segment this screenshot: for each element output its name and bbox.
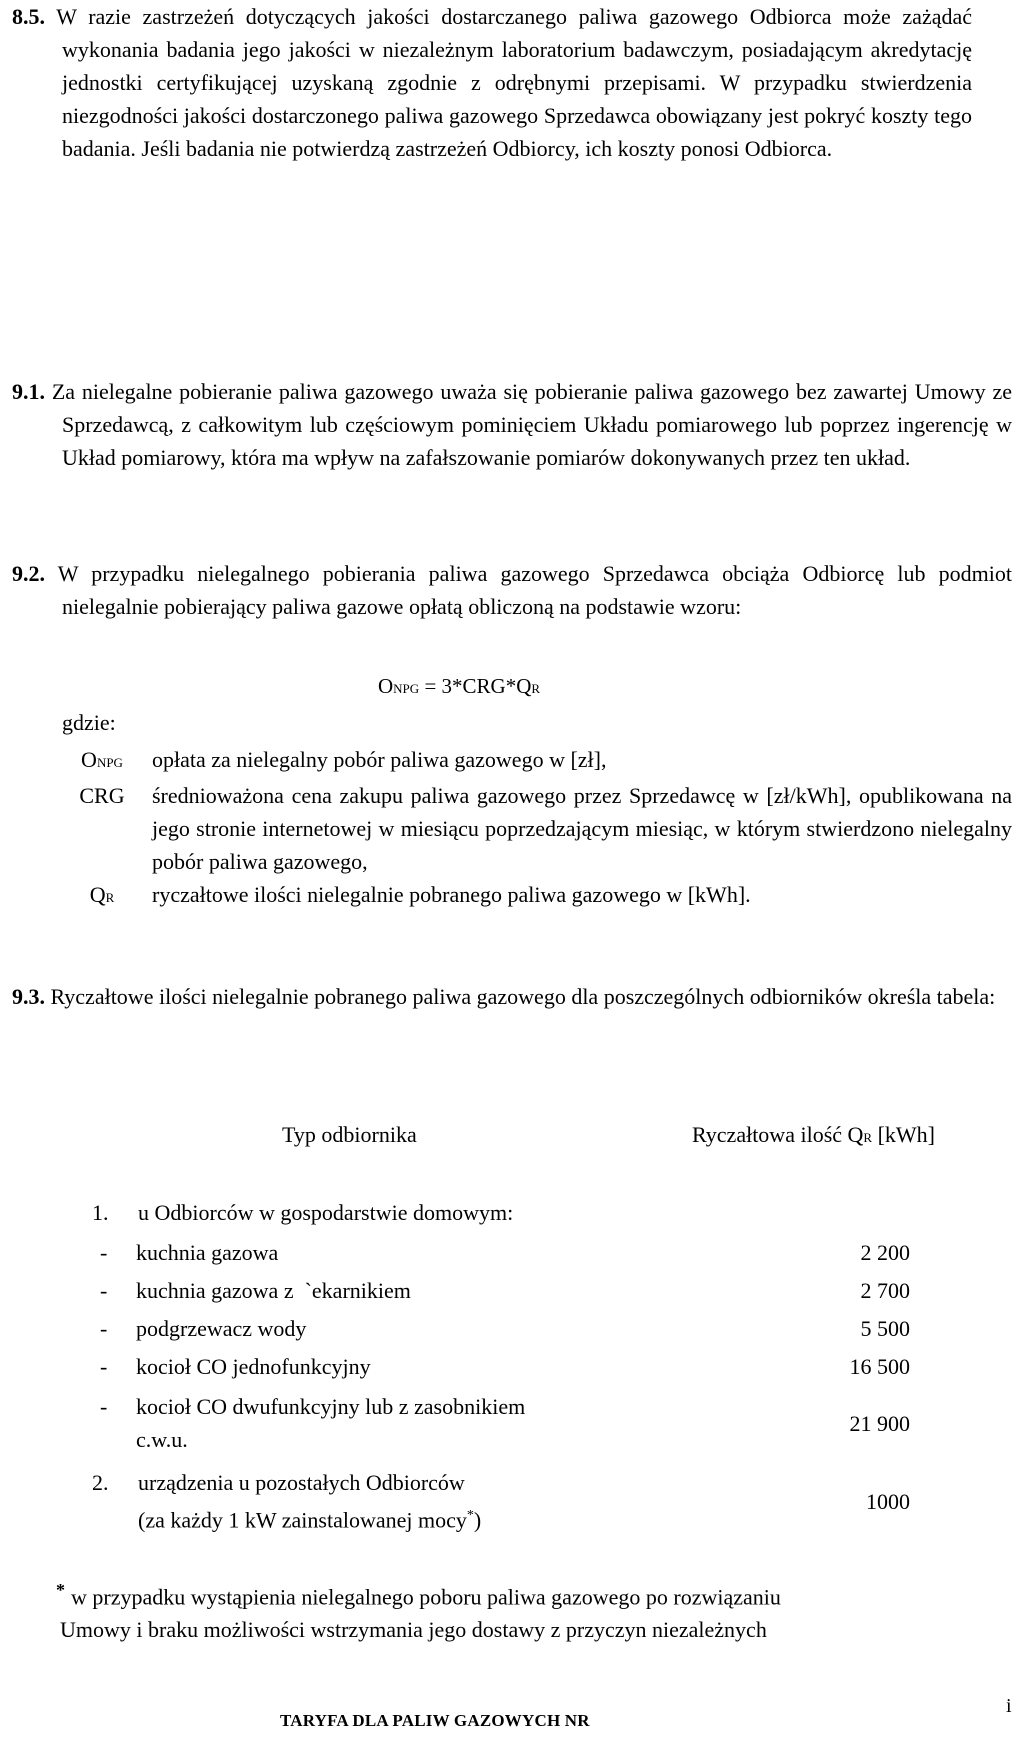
footnote-line: Umowy i braku możliwości wstrzymania jego dostawy z przyczyn niezależnych	[60, 1617, 767, 1643]
row-value: 2 200	[860, 1240, 910, 1265]
definition-text: opłata za nielegalny pobór paliwa gazowego w [zł],	[152, 747, 607, 772]
table-group-1	[92, 1196, 513, 1229]
row-label: kuchnia gazowa z `ekarnikiem	[136, 1278, 411, 1303]
section-number: 9.3.	[12, 984, 45, 1009]
section-9-2	[12, 557, 1012, 623]
section-text: W razie zastrzeżeń dotyczących jakości dostarczanego paliwa gazowego Odbiorca może zażądać wykonania badania jego jakości w niezależnym laboratorium badawczym, posiadającym akredytację jednostki certyfikującej uzyskaną zgodnie z odrębnymi przepisami. W przypadku stwierdzenia niezgodności jakości dostarczonego paliwa gazowego Sprzedawca obowiązany jest pokryć koszty tego badania. Jeśli badania nie potwierdzą zastrzeżeń Odbiorcy, ich koszty ponosi Odbiorca.	[56, 4, 972, 161]
table-row	[100, 1350, 910, 1383]
section-number: 8.5.	[12, 4, 45, 29]
row-dash: -	[100, 1278, 108, 1303]
table-group-2	[92, 1466, 910, 1536]
definition-symbol: CRG	[79, 783, 125, 808]
table-row	[100, 1274, 910, 1307]
row-value: 21 900	[849, 1410, 910, 1436]
section-8-5	[12, 0, 972, 165]
table-row	[100, 1390, 910, 1456]
row-value: 2 700	[860, 1278, 910, 1303]
row-dash: -	[100, 1316, 108, 1341]
table-row	[100, 1312, 910, 1345]
table-header-amount: Ryczałtowa ilość QR [kWh]	[692, 1122, 935, 1147]
table-row	[100, 1236, 910, 1269]
section-number: 9.1.	[12, 379, 45, 404]
row-dash: -	[100, 1394, 108, 1419]
section-text: W przypadku nielegalnego pobierania paliwa gazowego Sprzedawca obciąża Odbiorcę lub podmiot nielegalnie pobierający paliwa gazowe opłatą obliczoną na podstawie wzoru:	[57, 561, 1012, 619]
section-9-1	[12, 375, 1012, 474]
section-9-3	[12, 980, 1012, 1013]
definition-text: ryczałtowe ilości nielegalnie pobranego paliwa gazowego w [kWh].	[152, 882, 751, 907]
row-label: kocioł CO jednofunkcyjny	[136, 1354, 371, 1379]
group-number: 2.	[92, 1470, 109, 1495]
footnote	[56, 1574, 1016, 1646]
row-value: 5 500	[860, 1316, 910, 1341]
group-label: urządzenia u pozostałych Odbiorców (za każdy 1 kW zainstalowanej mocy*)	[138, 1470, 482, 1533]
footnote-line: w przypadku wystąpienia nielegalnego poboru paliwa gazowego po rozwiązaniu	[71, 1584, 781, 1610]
row-label: kuchnia gazowa	[136, 1240, 279, 1265]
row-dash: -	[100, 1354, 108, 1379]
section-number: 9.2.	[12, 561, 45, 586]
formula: ONPG = 3*CRG*QR	[378, 674, 541, 698]
section-text: Ryczałtowe ilości nielegalnie pobranego paliwa gazowego dla poszczególnych odbiorników określa tabela:	[50, 984, 996, 1009]
table-header-type: Typ odbiornika	[282, 1122, 417, 1147]
footnote-mark: *	[56, 1580, 65, 1600]
footer-title: TARYFA DLA PALIW GAZOWYCH NR	[280, 1711, 590, 1730]
definition-row	[62, 878, 1012, 914]
row-label: podgrzewacz wody	[136, 1316, 307, 1341]
definition-row	[62, 743, 1012, 779]
section-text: Za nielegalne pobieranie paliwa gazowego uważa się pobieranie paliwa gazowego bez zawartej Umowy ze Sprzedawcą, z całkowitym lub częściowym pominięciem Układu pomiarowego lub poprzez ingerencję w Układ pomiarowy, która ma wpływ na zafałszowanie pomiarów dokonywanych przez ten układ.	[51, 379, 1013, 470]
definition-text: średnioważona cena zakupu paliwa gazowego przez Sprzedawcę w [zł/kWh], opublikowana na jego stronie internetowej w miesiącu poprzedzającym miesiąc, w którym stwierdzono nielegalny pobór paliwa gazowego,	[152, 783, 1012, 874]
row-dash: -	[100, 1240, 108, 1265]
definition-row	[62, 779, 1012, 878]
definition-symbol: QR	[89, 882, 115, 907]
group-label: u Odbiorców w gospodarstwie domowym:	[138, 1200, 514, 1225]
definition-list	[62, 743, 1012, 914]
group-number: 1.	[92, 1200, 109, 1225]
row-label: kocioł CO dwufunkcyjny lub z zasobnikiem c.w.u.	[136, 1394, 526, 1452]
gdzie-label: gdzie:	[62, 710, 116, 735]
page-mark: i	[1006, 1695, 1012, 1717]
row-value: 1000	[866, 1488, 910, 1514]
row-value: 16 500	[849, 1354, 910, 1379]
definition-symbol: ONPG	[81, 747, 123, 772]
